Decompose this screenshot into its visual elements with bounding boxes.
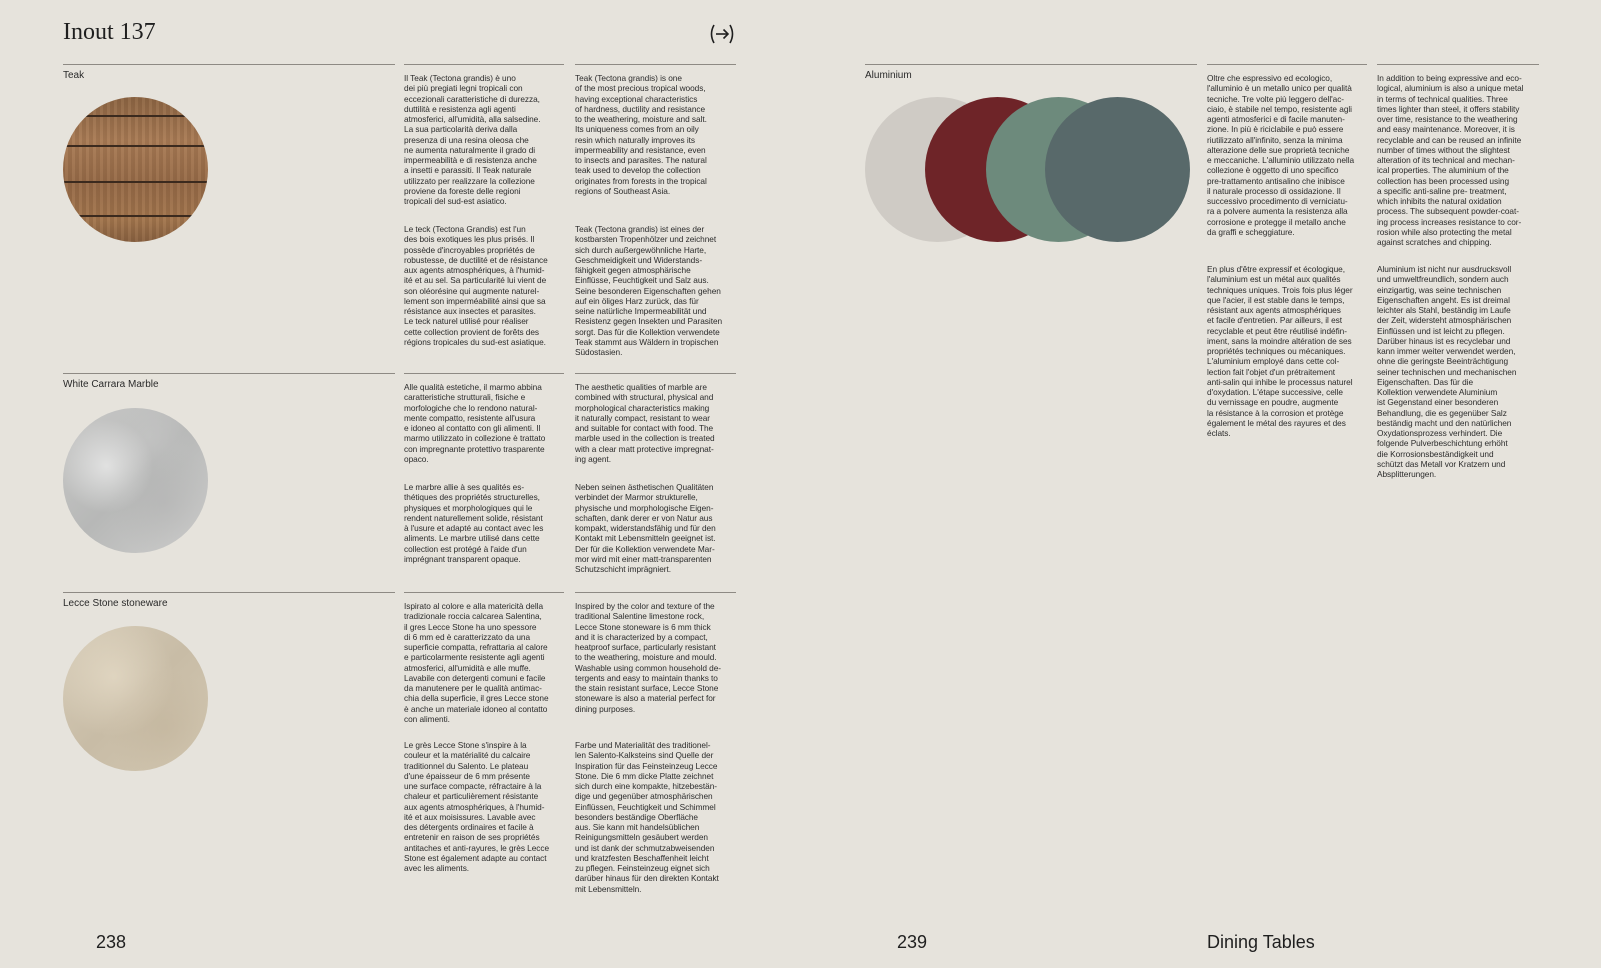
divider: [575, 592, 736, 593]
material-label-marble: White Carrara Marble: [63, 379, 159, 390]
divider: [63, 373, 395, 374]
material-label-lecce-stone: Lecce Stone stoneware: [63, 598, 168, 609]
text-en-teak: Teak (Tectona grandis) is one of the most precious tropical woods, having exceptional characteristics of hardness, ductility and resistance to the weathering, moisture and salt. Its uniqueness comes from an oily resin which naturally improves its impermeability and resistance, even to insects and parasites. The natural teak used to develop the collection originates from forests in the tropical regions of Southeast Asia.: [575, 73, 707, 196]
text-it-lecce-stone: Ispirato al colore e alla matericità della tradizionale roccia calcarea Salentina, il gres Lecce Stone ha uno spessore di 6 mm ed è caratterizzato da una superficie compatta, refrattaria al calore e particolarmente resistente agli agenti atmosferici, all'umidità e alle muffe. Lavabile con detergenti comuni e facile da manutenere per le qualità antimac- chia della superficie, il gres Lecce stone è anche un materiale idoneo al contatto con alimenti.: [404, 601, 549, 724]
footer-section-title: Dining Tables: [1207, 932, 1315, 952]
divider: [575, 373, 736, 374]
divider: [63, 592, 395, 593]
swatch-slate-green: [1045, 97, 1190, 242]
text-fr-marble: Le marbre allie à ses qualités es- thétiques des propriétés structurelles, physiques et morphologiques qui le rendent naturellement solide, résistant à l'usure et adapté au contact avec les aliments. Le marbre utilisé dans cette collection est protégé à l'aide d'un imprégnant transparent opaque.: [404, 482, 544, 564]
text-de-marble: Neben seinen ästhetischen Qualitäten verbindet der Marmor strukturelle, physische und morphologische Eigen- schaften, dank derer er von Natur aus kompakt, widerstandsfähig und für den Kontakt mit Lebensmitteln geeignet ist. Der für die Kollektion verwendete Mar- mor wird mit einer matt-transparenten Schutzschicht imprägniert.: [575, 482, 716, 574]
divider: [1207, 64, 1367, 65]
divider: [1377, 64, 1539, 65]
divider: [404, 373, 564, 374]
text-it-teak: Il Teak (Tectona grandis) è uno dei più pregiati legni tropicali con eccezionali caratteristiche di durezza, duttilità e resistenza agli agenti atmosferici, all'umidità, alla salsedine. La sua particolarità deriva dalla presenza di una resina oleosa che ne aumenta naturalmente il grado di impermeabilità e di resistenza anche a insetti e parassiti. Il Teak naturale utilizzato per realizzare la collezione proviene da foreste delle regioni tropicali del sud-est asiatico.: [404, 73, 541, 206]
text-fr-aluminium: En plus d'être expressif et écologique, l'aluminium est un métal aux qualités techniques uniques. Trois fois plus léger que l'acier, il est stable dans le temps, résistant aux agents atmosphériques et facile d'entretien. Par ailleurs, il est recyclable et peut être réutilisé indéfin- iment, sans la moindre altération de ses propriétés techniques ou mécaniques. L'aluminium employé dans cette col- lection fait l'objet d'un prétraitement anti-salin qui inhibe le processus naturel d'oxydation. L'étape successive, celle du vernissage en poudre, augmente la résistance à la corrosion et protège également le métal des rayures et des éclats.: [1207, 264, 1353, 438]
divider: [865, 64, 1197, 65]
material-label-teak: Teak: [63, 70, 85, 81]
arrow-right-icon[interactable]: [708, 22, 736, 46]
text-en-marble: The aesthetic qualities of marble are combined with structural, physical and morphological characteristics making it naturally compact, resistant to wear and suitable for contact with food. The marble used in the collection is treated with a clear matt protective impregnat- ing agent.: [575, 382, 715, 464]
text-de-lecce-stone: Farbe und Materialität des traditionel- len Salento-Kalksteins sind Quelle der Inspiration für das Feinsteinzeug Lecce Stone. Die 6 mm dicke Platte zeichnet sich durch eine kompakte, hitzebestän- dige und gegenüber atmosphärischen Einflüssen, Feuchtigkeit und Schimmel besonders beständige Oberfläche aus. Sie kann mit handelsüblichen Reinigungsmitteln gesäubert werden und ist dank der schmutzabweisenden und kratzfesten Beschaffenheit leicht zu pflegen. Feinsteinzeug eignet sich darüber hinaus für den direkten Kontakt mit Lebensmitteln.: [575, 740, 719, 894]
marble-swatch: [63, 408, 208, 553]
text-de-teak: Teak (Tectona grandis) ist eines der kostbarsten Tropenhölzer und zeichnet sich durch außergewöhnliche Harte, Geschmeidigkeit und Widerstands- fähigkeit gegen atmosphärische Einflüsse, Feuchtigkeit und Salz aus. Seine besonderen Eigenschaften gehen auf ein öliges Harz zurück, das für seine natürliche Impermeabilität und Resistenz gegen Insekten und Parasiten sorgt. Das für die Kollektion verwendete Teak stammt aus Wäldern in tropischen Südostasien.: [575, 224, 723, 357]
text-it-marble: Alle qualità estetiche, il marmo abbina caratteristiche strutturali, fisiche e morfologiche che lo rendono natural- mente compatto, resistente all'usura e idoneo al contatto con gli alimenti. Il marmo utilizzato in collezione è trattato con impregnante protettivo trasparente opaco.: [404, 382, 546, 464]
text-en-aluminium: In addition to being expressive and eco- logical, aluminium is also a unique metal in terms of technical qualities. Three times lighter than steel, it offers stability over time, resistance to the weathering and easy maintenance. Moreover, it is recyclable and can be reused an infinite number of times without the slightest alteration of its technical and mechan- ical properties. The aluminium of the collection has been processed using a specific anti-saline pre- treatment, which inhibits the natural oxidation process. The subsequent powder-coat- ing process increases resistance to cor- rosion while also protecting the metal against scratches and chipping.: [1377, 73, 1524, 247]
divider: [404, 592, 564, 593]
page-number-left: 238: [96, 932, 127, 952]
divider: [404, 64, 564, 65]
page-title: Inout 137: [63, 19, 156, 45]
page-number-right: 239: [897, 932, 928, 952]
text-de-aluminium: Aluminium ist nicht nur ausdrucksvoll und umweltfreundlich, sondern auch einzigartig, was seine technischen Eigenschaften angeht. Es ist dreimal leichter als Stahl, beständig im Laufe der Zeit, widersteht atmosphärischen Einflüssen und ist leicht zu pflegen. Darüber hinaus ist es recyclebar und kann immer weiter verwendet werden, ohne die geringste Beeinträchtigung seiner technischen und mechanischen Eigenschaften. Das für die Kollektion verwendete Aluminium ist Gegenstand einer besonderen Behandlung, die es gegenüber Salz beständig macht und den natürlichen Oxydationsprozess verhindert. Die folgende Pulverbeschichtung erhöht die Korrosionsbeständigkeit und schützt das Metall vor Kratzern und Absplitterungen.: [1377, 264, 1517, 479]
divider: [575, 64, 736, 65]
material-label-aluminium: Aluminium: [865, 70, 912, 81]
text-fr-lecce-stone: Le grès Lecce Stone s'inspire à la couleur et la matérialité du calcaire traditionnel du Salento. Le plateau d'une épaisseur de 6 mm présente une surface compacte, réfractaire à la chaleur et particulièrement résistante aux agents atmosphériques, à l'humid- ité et aux moisissures. Lavable avec des détergents ordinaires et facile à entretenir en raison de ses propriétés antitaches et anti-rayures, le grès Lecce Stone est également adapte au contact avec les aliments.: [404, 740, 550, 873]
text-it-aluminium: Oltre che espressivo ed ecologico, l'alluminio è un metallo unico per qualità tecniche. Tre volte più leggero dell'ac- ciaio, è stabile nel tempo, resistente agli agenti atmosferici e di facile manuten- zione. In più è riciclabile e può essere riutilizzato all'infinito, senza la minima alterazione delle sue proprietà tecniche e meccaniche. L'alluminio utilizzato nella collezione è oggetto di uno specifico pre-trattamento antisalino che inibisce il naturale processo di ossidazione. Il successivo procedimento di verniciatu- ra a polvere aumenta la resistenza alla corrosione e protegge il metallo anche da graffi e scheggiature.: [1207, 73, 1355, 237]
teak-swatch: [63, 97, 208, 242]
text-fr-teak: Le teck (Tectona Grandis) est l'un des bois exotiques les plus prisés. Il possède d'incroyables propriétés de robustesse, de ductilité et de résistance aux agents atmosphériques, à l'humid- ité et au sel. Sa particularité lui vient de son oléorésine qui augmente naturel- lement son imperméabilité ainsi que sa résistance aux insectes et parasites. Le teck naturel utilisé pour réaliser cette collection provient de forêts des régions tropicales du sud-est asiatique.: [404, 224, 548, 347]
text-en-lecce-stone: Inspired by the color and texture of the traditional Salentine limestone rock, Lecce Stone stoneware is 6 mm thick and it is characterized by a compact, heatproof surface, particularly resistant to the weathering, moisture and mould. Washable using common household de- tergents and easy to maintain thanks to the stain resistant surface, Lecce Stone stoneware is also a material perfect for dining purposes.: [575, 601, 721, 714]
divider: [63, 64, 395, 65]
lecce-stone-swatch: [63, 626, 208, 771]
aluminium-color-swatches: [865, 97, 1195, 243]
